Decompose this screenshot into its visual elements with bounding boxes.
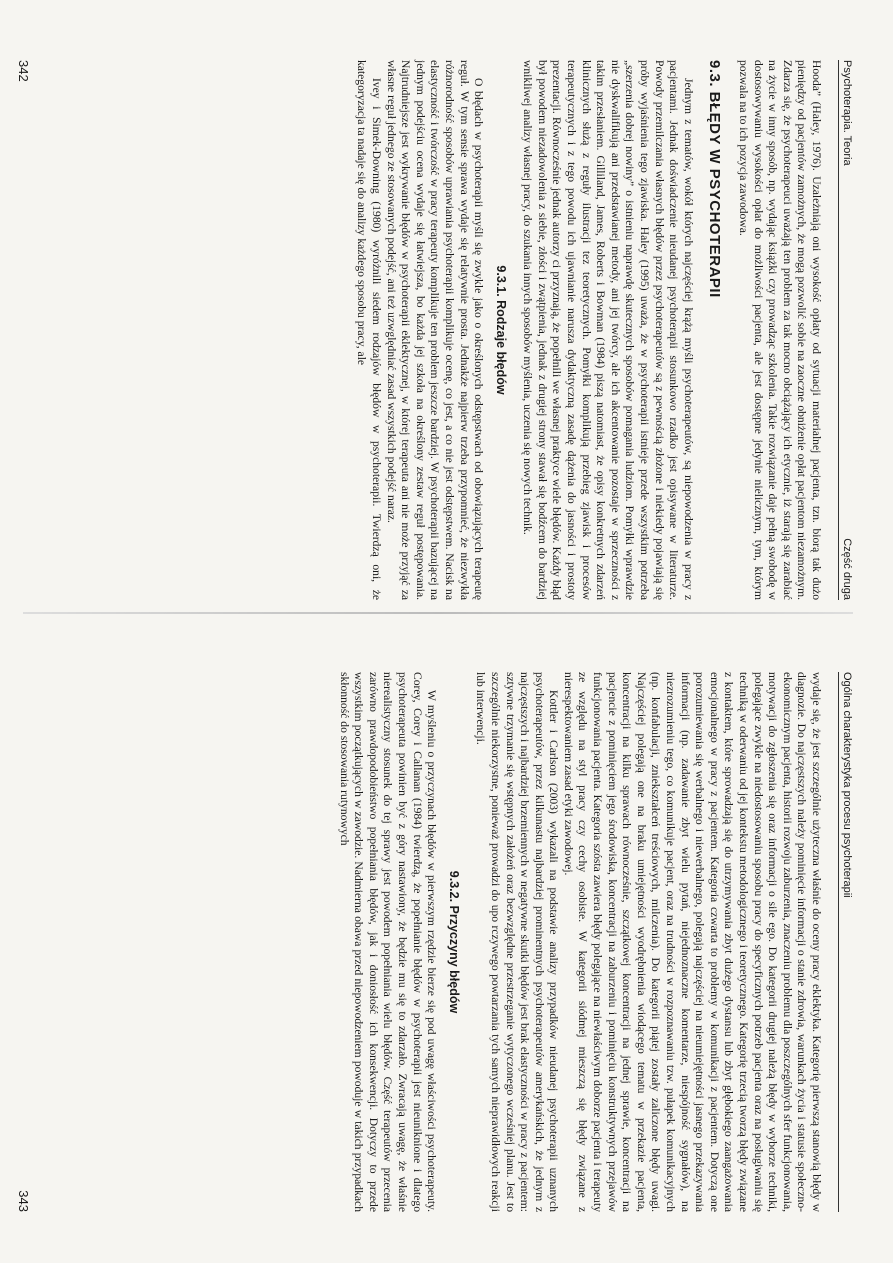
right-page (0, 632, 893, 1232)
paragraph: Jednym z tematów, wokół których najczęściej krążą myśli psychoterapeutów, są niepowodzenia w pracy z pacjentami. Jednak doświadczenie nieudanej psychoterapii stosunkowo rzadko jest opisywane w literaturze. Powody przemilczania własnych błędów przez psychoterapeutów są z pewnością złożone i niekiedy pojawiają się próby wyjaśnienia tego zjawiska. Haley (1995) uważa, że w psychoterapii istnieje przede wszystkim potrzeba „szerzenia dobrej nowiny” o istnieniu naprawdę skutecznych sposobów pomagania ludziom. Pomyłki wprawdzie nie dyskwalifikują ani przedstawianej metody, ani jej twórcy, ale ich akcentowanie pozostaje w sprzeczności z takim przesłaniem. Gilliland, James, Roberts i Bowman (1984) piszą natomiast, że opisy konkretnych zdarzeń klinicznych służą z reguły ilustracji tez teoretycznych. Pomyłki komplikują przebieg zjawisk i procesów terapeutycznych i z tego powodu ich ujawnianie narusza dydaktyczną zasadę dążenia do jasności i prostoty prezentacji. Równocześnie jednak autorzy ci przyznają, że popełnili we własnej praktyce wiele błędów. Każdy błąd był powodem niezadowolenia z siebie, złości i zwątpienia, jednak z drugiej strony stawał się bodźcem do bardziej wnikliwej analizy własnej pracy, do szukania innych sposobów myślenia, uczenia się nowych technik. (521, 60, 695, 600)
left-page (0, 20, 893, 620)
page-body (40, 60, 823, 600)
page-number: 343 (16, 1190, 31, 1212)
running-head-part: Część druga (841, 538, 853, 600)
paragraph: wydaje się, że jest szczególnie użyteczna właśnie do oceny pracy eklektyka. Kategorię pierwszą stanowią błędy w diagnozie. Do najczęstszych należy pominięcie informacji o stanie zdrowia, warunkach życia i statusie społeczno-ekonomicznym pacjenta, historii rozwoju zaburzenia, znaczeniu problemu dla poszczególnych sfer funkcjonowania, motywacji do zgłoszenia się oraz informacji o sile ego. Do kategorii drugiej należą błędy w wyborze techniki, polegające zwykle na niedostosowaniu sposobu pracy do specyficznych potrzeb pacjenta oraz na posługiwaniu się techniką w oderwaniu od jej kontekstu metodologicznego i teoretycznego. Kategorię trzecią tworzą błędy związane z kontaktem, które sprowadzają się do utrzymywania zbyt dużego dystansu lub zbyt głębokiego zaangażowania emocjonalnego w pracy z pacjentem. Kategoria czwarta to problemy w komunikacji z pacjentem. Dotyczą one porozumiewania się werbalnego i niewerbalnego, polegają najczęściej na nieumiejętności jasnego przekazywania informacji (np. zadawanie zbyt wielu pytań, niejednoznaczne komentarze, niespójność sygnałów), na niezrozumieniu tego, co komunikuje pacjent, oraz na trudności w rozpoznawaniu tzw. pułapek komunikacyjnych (np. konfabulacji, zniekształceń treściowych, milczenia). Do kategorii piątej zostały zaliczone błędy uwagi. Najczęściej polegają one na braku umiejętności wyodrębnienia wiodącego tematu w przekazie pacjenta, koncentracji na kilku sprawach równocześnie, szczątkowej koncentracji na jednej sprawie, koncentracji na pacjencie z pominięciem jego środowiska, koncentracji na zaburzeniu i pominięciu konstruktywnych przejawów funkcjonowania pacjenta. Kategoria szósta zawiera błędy polegające na niewłaściwym doborze pacjenta i terapeuty ze względu na styl pracy czy cechy osobiste. W kategorii siódmej mieszczą się błędy związane z nierespektowaniem zasad etyki zawodowej. (561, 672, 823, 1212)
running-head-title: Ogólna charakterystyka procesu psychoterapii (841, 672, 853, 898)
paragraph: Hooda” (Haley, 1976). Uzależniają oni wysokość opłaty od sytuacji materialnej pacjenta, tzn. biorą tak dużo pieniędzy od pacjentów zamożnych, że mogą pozwolić sobie na zaoczne obniżenie opłat pacjentom niezamożnym. Zdarza się, że psychoterapeuci uważają ten problem za tak mocno obciążający ich etycznie, iż starają się zarabiać na życie w inny sposób, np. wydając książki czy prowadząc szkolenia. Takie rozwiązanie daje pełną swobodę w dostosowywaniu wysokości opłat do możliwości pacjenta, ale jest dostępne jedynie nielicznym, tym, którym pozwala na to ich pozycja zawodowa. (737, 60, 823, 600)
running-head (838, 60, 853, 600)
paragraph: Ivey i Simek-Downing (1980) wyróżnili siedem rodzajów błędów w psychoterapii. Twierdzą oni, że kategoryzacja ta nadaje się do analizy każdego sposobu pracy, ale (355, 60, 383, 600)
subsection-title: 9.3.2. Przyczyny błędów (446, 870, 461, 1014)
paragraph: Kottler i Carlson (2003) wykazali na podstawie analizy przypadków nieudanej psychoterapii uznanych psychoterapeutów, przez kilkunastu najbardziej prominentnych psychoterapeutów amerykańskich, że jednym z najczęstszych i najbardziej brzemiennych w negatywne skutki błędów jest brak elastyczności w pracy z pacjentem: sztywne trzymanie się wstępnych założeń oraz bezwzględne przestrzeganie wytyczonego wcześniej planu. Jest to szczególnie niekorzystne, ponieważ prowadzi do upo rczywego powtarzania tych samych nieprawidłowych reakcji lub interwencji. (474, 672, 561, 1212)
paragraph: O błędach w psychoterapii myśli się zwykle jako o określonych odstępstwach od obowiązujących terapeutę reguł. W tym sensie sprawa wydaje się relatywnie prosta. Jednakże najpierw trzeba przypomnieć, że niezwykła różnorodność sposobów uprawiania psychoterapii komplikuje ocenę, co jest, a co nie jest odstępstwem. Nacisk na elastyczność i twórczość w pracy terapeuty komplikuje ten problem jeszcze bardziej. W psychoterapii bazującej na jednym podejściu ocena wydaje się łatwiejsza, bo każda jej szkoła na określony zestaw reguł postępowania. Najtrudniejsze jest wykrywanie błędów w psychoterapii eklektycznej, w której terapeuta ani nie może przyjąć za własne reguł jednego ze stosowanych podejść, ani też uzwględniać zasad wszystkich podejść naraz. (384, 60, 486, 600)
running-head (838, 672, 853, 1212)
page-number: 342 (16, 60, 31, 82)
paragraph: W myśleniu o przyczynach błędów w pierwszym rzędzie bierze się pod uwagę właściwości psychoterapeuty. Corey, Corey i Callanan (1984) twierdzą, że popełnianie błędów w psychoterapii jest nieuniknione i dlatego psychoterapeuta powinien być z góry nastawiony, że będzie mu się to zdarzało. Zwracają uwagę, że właśnie nierealistyczny stosunek do tej sprawy jest powodem popełniania wielu błędów. Część terapeutów przecenia zarówno prawdopodobieństwo popełniania błędów, jak i doniosłość ich konsekwencji. Dotyczy to przede wszystkim początkujących w zawodzie. Nadmierna obawa przed niepowodzeniem powoduje w takich przypadkach skłonność do stosowania rutynowych (337, 672, 439, 1212)
subsection-title: 9.3.1. Rodzaje błędów (493, 265, 508, 395)
page-body (40, 672, 823, 1212)
section-title: 9.3. BŁĘDY W PSYCHOTERAPII (706, 60, 724, 298)
gutter-divider (23, 612, 853, 614)
running-head-title: Psychoterapia. Teoria (841, 60, 853, 166)
